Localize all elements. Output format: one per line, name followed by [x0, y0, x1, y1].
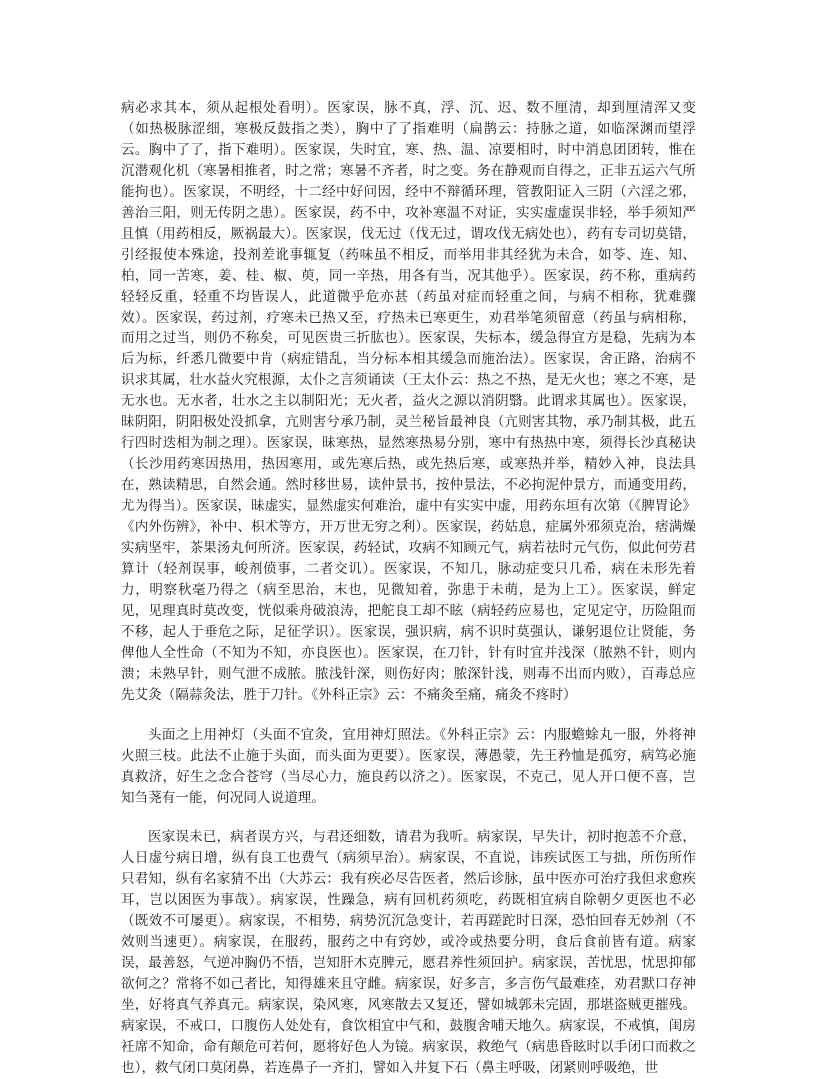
- paragraph-1: 病必求其本，须从起根处看明）。医家误，脉不真，浮、沉、迟、数不厘清，却到厘清浑又变（如热极脉涩细，寒极反鼓指之类），胸中了了指难明（扁鹊云：持脉之道，如临深渊而望浮云。胸中了了，指下难明）。医家误，失时宜，寒、热、温、凉要相时，时中消息团团转，惟在沉潜观化机（寒暑相推者，时之常；寒暑不齐者，时之变。务在静观而自得之，正非五运六气所能拘也）。医家误，不明经，十二经中好问因，经中不辩循环理，管教阳证入三阴（六淫之邪，善治三阳，则无传阴之患）。医家误，药不中，攻补寒温不对证，实实虚虚误非轻，举手须知严且慎（用药相反，厥祸最大）。医家误，伐无过（伐无过，谓攻伐无病处也），药有专司切莫错，引经报使本殊途，投剂差讹事辄复（药味虽不相反，而举用非其经犹为未合，如苓、连、知、柏，同一苦寒，姜、桂、椒、萸，同一辛热，用各有当，况其他乎）。医家误，药不称，重病药轻轻反重，轻重不均皆误人，此道微乎危亦甚（药虽对症而轻重之间，与病不相称，犹难骤效）。医家误，药过剂，疗寒未已热又至，疗热未已寒更生，劝君举笔须留意（药虽与病相称，而用之过当，则仍不称矣，可见医贵三折肱也）。医家误，失标本，缓急得宜方是稳，先病为本后为标，纤悉几微要中肯（病症错乱，当分标本相其缓急而施治法）。医家误，舍正路，治病不识求其属，壮水益火究根源，太仆之言须诵读（王太仆云：热之不热，是无火也；寒之不寒，是无水也。无水者，壮水之主以制阳光；无火者，益火之源以消阴翳。此谓求其属也）。医家误，昧阴阳，阴阳极处没抓拿，亢则害兮承乃制，灵兰秘旨最神良（亢则害其物，承乃制其极，此五行四时迭相为制之理）。医家误，昧寒热，显然寒热易分别，寒中有热热中寒，须得长沙真秘诀（长沙用药寒因热用，热因寒用，或先寒后热，或先热后寒，或寒热并举，精妙入神，良法具在，熟读精思，自然会通。然时移世易，读仲景书，按仲景法，不必拘泥仲景方，而通变用药，尤为得当）。医家误，昧虚实，显然虚实何难治，虚中有实实中虚，用药东垣有次第（《脾胃论》《内外伤辨》，补中、枳术等方，开万世无穷之利）。医家误，药姑息，症属外邪须克治，痞满燥实病坚牢，茶果汤丸何所济。医家误，药轻试，攻病不知顾元气，病若祛时元气伤，似此何劳君算计（轻剂误事，峻剂偾事，二者交讥）。医家误，不知几，脉动症变只几希，病在未形先着力，明察秋毫乃得之（病至思治，末也，见微知着，弥患于未萌，是为上工）。医家误，鲜定见，见理真时莫改变，恍似乘舟破浪涛，把舵良工却不眩（病轻药应易也，定见定守，历险阻而不移，起人于垂危之际，足征学识）。医家误，强识病，病不识时莫强认，谦躬退位让贤能，务俾他人全性命（不知为不知，亦良医也）。医家误，在刀针，针有时宜并浅深（脓熟不针，则内溃；未熟早针，则气泄不成脓。脓浅针深，则伤好肉；脓深针浅，则毒不出而内败），百毒总应先艾灸（隔蒜灸法，胜于刀针。《外科正宗》云：不痛灸至痛，痛灸不疼时）: [121, 100, 696, 703]
- paragraph-3: 医家误未已，病者误方兴，与君还细数，请君为我听。病家误，早失计，初时抱恙不介意，人日虚兮病日增，纵有良工也费气（病须早治）。病家误，不直说，讳疾试医工与拙，所伤所作只君知，纵有名家猜不出（大苏云：我有疾必尽告医者，然后诊脉，虽中医亦可治疗我但求愈疾耳，岂以困医为事哉）。病家误，性躁急，病有回机药须吃，药既相宜病自除朝夕更医也不必（既效不可屡更）。病家误，不相势，病势沉沉急变计，若再蹉跎时日深，恐怕回春无妙剂（不效则当速更）。病家误，在服药，服药之中有窍妙，或冷或热要分明，食后食前皆有道。病家误，最善怒，气逆冲胸仍不悟，岂知肝木克脾元，愿君养性须回护。病家误，苦忧思，忧思抑郁欲何之？常将不如己者比，知得雄来且守雌。病家误，好多言，多言伤气最难痊，劝君默口存神坐，好将真气养真元。病家误，染风寒，风寒散去又复还，譬如城郭未完固，那堪盗贼更摧残。病家误，不戒口，口腹伤人处处有，食饮相宜中气和，鼓腹舍哺天地久。病家误，不戒慎，闺房衽席不知命，命有颠危可若何，愿将好色人为镜。病家误，救绝气（病患昏眩时以手闭口而救之也），救气闭口莫闭鼻，若连鼻子一齐扪，譬如入井复下石（鼻主呼吸，闭紧则呼吸绝，世: [121, 829, 696, 1076]
- document-page: [121, 98, 696, 1079]
- paragraph-2: 头面之上用神灯（头面不宜灸，宜用神灯照法。《外科正宗》云：内服蟾蜍丸一服，外将神火照三枝。此法不止施于头面，而头面为更要）。医家误，薄愚蒙，先王矜恤是孤穷，病笃必施真救济，好生之念合苍穹（当尽心力，施良药以济之）。医家误，不克己，见人开口便不喜，岂知刍荛有一能，何况同人说道理。: [121, 726, 696, 806]
